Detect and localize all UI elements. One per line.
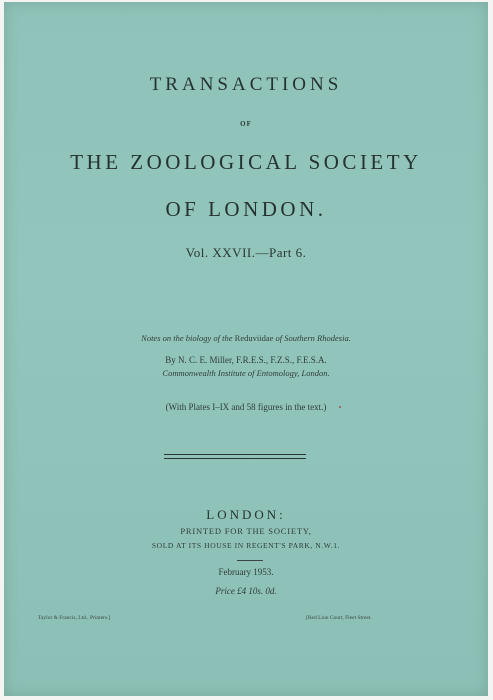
imprint-city: LONDON: — [206, 507, 286, 522]
title-transactions: TRANSACTIONS — [149, 74, 343, 95]
article-institute: Commonwealth Institute of Entomology, London. — [162, 368, 330, 378]
title-london: OF LONDON. — [165, 197, 327, 221]
imprint-printed: PRINTED FOR THE SOCIETY, — [180, 526, 312, 536]
price: Price £4 10s. 0d. — [215, 586, 277, 596]
journal-cover — [4, 2, 488, 696]
printer-address: [Red Lion Court, Fleet Street. — [306, 615, 372, 621]
printer-credit: Taylor & Francis, Ltd., Printers.] — [38, 615, 111, 621]
publication-date: February 1953. — [218, 567, 274, 577]
volume-part: Vol. XXVII.—Part 6. — [185, 245, 307, 260]
article-title-suffix: of Southern Rhodesia. — [275, 333, 351, 343]
plates-note: (With Plates I–IX and 58 figures in the text.) — [165, 402, 327, 412]
ink-speck — [339, 406, 341, 408]
title-society: THE ZOOLOGICAL SOCIETY — [70, 150, 422, 174]
short-rule-divider — [237, 560, 263, 561]
article-title-family: Reduviidae — [234, 333, 274, 343]
double-rule-divider — [164, 454, 306, 459]
article-author: By N. C. E. Miller, F.R.E.S., F.Z.S., F.E.S.A. — [165, 355, 327, 365]
article-title-prefix: Notes on the biology of the — [141, 333, 233, 343]
imprint-sold: SOLD AT ITS HOUSE IN REGENT'S PARK, N.W.1. — [151, 541, 341, 550]
title-of: OF — [240, 120, 252, 128]
article-title — [4, 333, 488, 343]
